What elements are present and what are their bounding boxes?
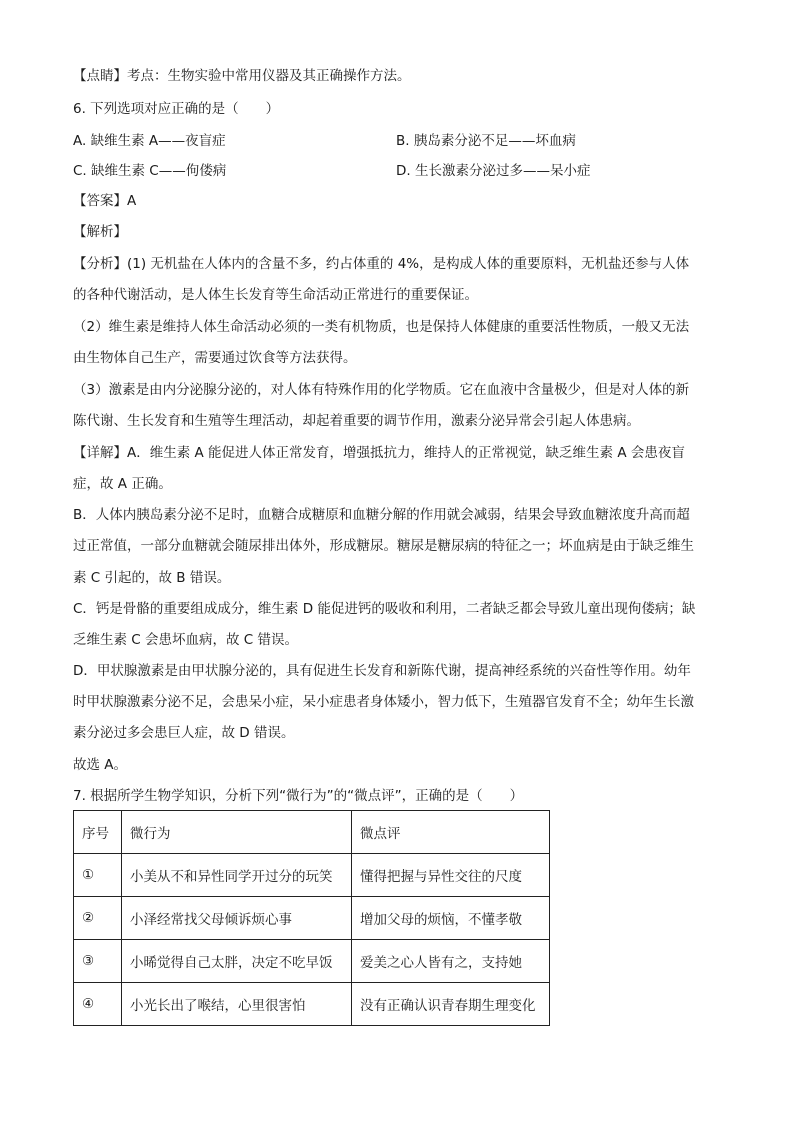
question-6-stem: 6. 下列选项对应正确的是（ ）	[73, 101, 280, 117]
analysis-paragraph-3-line-2: 陈代谢、生长发育和生殖等生理活动，却起着重要的调节作用，激素分泌异常会引起人体患病。	[73, 413, 640, 429]
option-c: C. 缺维生素 C——佝偻病	[73, 163, 227, 179]
question-7-stem: 7. 根据所学生物学知识，分析下列“微行为”的“微点评”，正确的是（ ）	[73, 788, 524, 804]
detail-b-line-2: 过正常值，一部分血糖就会随尿排出体外，形成糖尿。糖尿是糖尿病的特征之一；坏血病是由于缺乏维生	[73, 538, 694, 554]
table-row	[74, 897, 550, 940]
header-behavior: 微行为	[122, 811, 352, 854]
answer-line: 【答案】A	[73, 193, 137, 209]
analysis-paragraph-3-line-1: （3）激素是由内分泌腺分泌的，对人体有特殊作用的化学物质。它在血液中含量极少，但是对人体的新	[73, 382, 690, 398]
analysis-label: 【解析】	[73, 224, 127, 240]
detail-c-line-1: C．钙是骨骼的重要组成成分，维生素 D 能促进钙的吸收和利用，二者缺乏都会导致儿童出现佝偻病；缺	[73, 601, 696, 617]
header-comment: 微点评	[352, 811, 550, 854]
summary-note: 【点睛】考点：生物实验中常用仪器及其正确操作方法。	[73, 68, 411, 84]
detail-d-line-1: D．甲状腺激素是由甲状腺分泌的，具有促进生长发育和新陈代谢，提高神经系统的兴奋性等作用。幼年	[73, 663, 691, 679]
detail-d-line-3: 素分泌过多会患巨人症，故 D 错误。	[73, 725, 295, 741]
detail-b-line-3: 素 C 引起的，故 B 错误。	[73, 570, 231, 586]
row-comment: 没有正确认识青春期生理变化	[352, 983, 550, 1026]
detail-b-line-1: B．人体内胰岛素分泌不足时，血糖合成糖原和血糖分解的作用就会减弱，结果会导致血糖浓度升高而超	[73, 507, 690, 523]
option-b: B. 胰岛素分泌不足——坏血病	[396, 133, 576, 149]
row-behavior: 小泽经常找父母倾诉烦心事	[122, 897, 352, 940]
detail-d-line-2: 时甲状腺激素分泌不足，会患呆小症，呆小症患者身体矮小，智力低下，生殖器官发育不全；幼年生长激	[73, 694, 694, 710]
detail-a-line-2: 症，故 A 正确。	[73, 476, 172, 492]
row-index: ④	[74, 983, 122, 1026]
behavior-comment-table	[73, 810, 550, 1026]
row-index: ①	[74, 854, 122, 897]
detail-c-line-2: 乏维生素 C 会患坏血病，故 C 错误。	[73, 632, 299, 648]
table-row	[74, 854, 550, 897]
row-index: ②	[74, 897, 122, 940]
row-comment: 增加父母的烦恼，不懂孝敬	[352, 897, 550, 940]
analysis-paragraph-2-line-2: 由生物体自己生产，需要通过饮食等方法获得。	[73, 350, 357, 366]
row-behavior: 小光长出了喉结，心里很害怕	[122, 983, 352, 1026]
analysis-paragraph-1-line-2: 的各种代谢活动，是人体生长发育等生命活动正常进行的重要保证。	[73, 287, 478, 303]
header-index: 序号	[74, 811, 122, 854]
table-row	[74, 983, 550, 1026]
detail-a-line-1: 【详解】A．维生素 A 能促进人体正常发育，增强抵抗力，维持人的正常视觉，缺乏维生素 A 会患夜盲	[73, 445, 685, 461]
option-d: D. 生长激素分泌过多——呆小症	[396, 163, 591, 179]
table-header-row	[74, 811, 550, 854]
analysis-paragraph-1-line-1: 【分析】(1) 无机盐在人体内的含量不多，约占体重的 4%，是构成人体的重要原料，无机盐还参与人体	[73, 256, 690, 272]
option-a: A. 缺维生素 A——夜盲症	[73, 133, 226, 149]
analysis-paragraph-2-line-1: （2）维生素是维持人体生命活动必须的一类有机物质，也是保持人体健康的重要活性物质，一般又无法	[73, 319, 690, 335]
row-index: ③	[74, 940, 122, 983]
row-comment: 懂得把握与异性交往的尺度	[352, 854, 550, 897]
row-behavior: 小晞觉得自己太胖，决定不吃早饭	[122, 940, 352, 983]
table-row	[74, 940, 550, 983]
row-comment: 爱美之心人皆有之，支持她	[352, 940, 550, 983]
conclusion: 故选 A。	[73, 757, 128, 773]
row-behavior: 小美从不和异性同学开过分的玩笑	[122, 854, 352, 897]
